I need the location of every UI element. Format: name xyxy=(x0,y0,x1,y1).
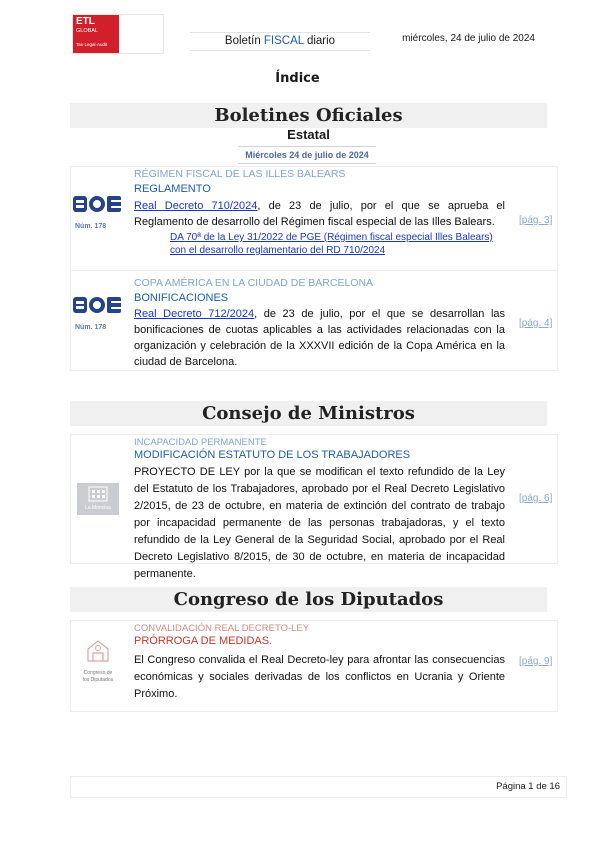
entry-body: PROYECTO DE LEY por la que se modifican el texto refundido de la Ley del Estatuto de los Trabajadores, aprobado por el Real Decreto Legislativo 2/2015, de 23 de octubre, en materia de extinción del contrato de trabajo por incapacidad permanente de las personas trabajadoras, y el texto refundido de la Ley General de la Seguridad Social, aprobado por el Real Decreto Legislativo 8/2015, de 30 de octubre, en materia de incapacidad permanente. xyxy=(134,466,505,580)
bulletin-title-suffix: diario xyxy=(303,35,336,47)
page-number: Página 1 de 16 xyxy=(496,781,560,792)
section-title-congreso: Congreso de los Diputados xyxy=(70,587,547,612)
logo-name: ETL xyxy=(76,16,95,27)
entry-category: RÉGIMEN FISCAL DE LAS ILLES BALEARS xyxy=(134,168,346,180)
bulletin-title-prefix: Boletín xyxy=(224,35,264,47)
entry-body xyxy=(134,198,505,230)
entry-subcategory: REGLAMENTO xyxy=(134,183,211,195)
real-decreto-712-link[interactable]: Real Decreto 712/2024 xyxy=(134,308,255,320)
entry-category: INCAPACIDAD PERMANENTE xyxy=(134,437,267,448)
section-title-boletines: Boletines Oficiales xyxy=(70,103,547,128)
entry-category: COPA AMÉRICA EN LA CIUDAD DE BARCELONA xyxy=(134,277,374,289)
moncloa-image xyxy=(77,483,119,515)
boe-number-badge: Núm. 178 xyxy=(75,324,107,331)
moncloa-label: La Moncloa xyxy=(85,505,111,511)
entry-subcategory: PRÓRROGA DE MEDIDAS. xyxy=(134,635,273,647)
logo-line2: Tax·Legal·Audit xyxy=(76,42,108,47)
boe-number-badge: Núm. 178 xyxy=(75,223,107,230)
page-ref-link[interactable]: [pág. 3] xyxy=(519,215,553,226)
entry-text: , de 23 de julio, por el que se desarrollan las bonificaciones de cuotas aplicables a las actividades relacionadas con la organización y celebración de la XXXVII edición de la Copa América en la ciudad de Barcelona. xyxy=(134,308,505,368)
real-decreto-710-link[interactable]: Real Decreto 710/2024 xyxy=(134,200,258,212)
section-subtitle-estatal: Estatal xyxy=(287,127,330,142)
congreso-logo xyxy=(80,637,116,692)
entry-body xyxy=(134,306,505,370)
entry-category: CONVALIDACIÓN REAL DECRETO-LEY xyxy=(134,623,310,634)
bulletin-title xyxy=(190,32,370,51)
bulletin-title-accent: FISCAL xyxy=(263,35,304,47)
boletin-date: Miércoles 24 de julio de 2024 xyxy=(238,146,376,164)
page-footer xyxy=(70,776,567,798)
boe-logo-icon xyxy=(73,295,121,315)
index-title: Índice xyxy=(275,71,320,86)
da-70-link[interactable]: DA 70ª de la Ley 31/2022 de PGE (Régimen fiscal especial Illes Balears) con el desarrollo reglamentario del RD 710/2024 xyxy=(170,232,493,256)
header-date: miércoles, 24 de julio de 2024 xyxy=(402,33,535,44)
logo-line1: GLOBAL xyxy=(76,28,99,34)
page-ref-link[interactable]: [pág. 9] xyxy=(519,656,553,667)
congreso-label-1: Congreso de xyxy=(83,670,113,676)
boe-logo-icon xyxy=(73,194,121,214)
entry-subcategory: MODIFICACIÓN ESTATUTO DE LOS TRABAJADORES xyxy=(134,449,411,461)
congreso-label-2: los Diputados xyxy=(82,677,114,683)
company-logo xyxy=(72,14,164,54)
card-divider xyxy=(70,270,558,271)
entry-text: , de 23 de julio, por el que se aprueba el Reglamento de desarrollo del Régimen fiscal especial de las Illes Balears. xyxy=(134,200,505,228)
moncloa-building-icon xyxy=(88,486,108,502)
entry-subcategory: BONIFICACIONES xyxy=(134,292,229,304)
page-ref-link[interactable]: [pág. 6] xyxy=(519,493,553,504)
entry-body: El Congreso convalida el Real Decreto-ley para afrontar las consecuencias económicas y sociales derivadas de los conflictos en Ucrania y Oriente Próximo. xyxy=(134,654,505,700)
congreso-lion-icon xyxy=(84,637,112,665)
section-title-consejo: Consejo de Ministros xyxy=(70,401,547,426)
page-ref-link[interactable]: [pág. 4] xyxy=(519,318,553,329)
